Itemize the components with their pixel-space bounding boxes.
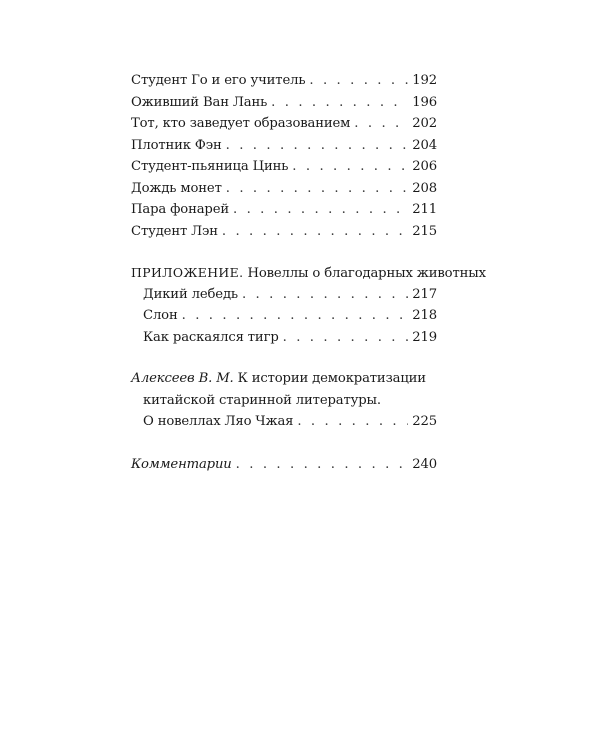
toc-entry (131, 305, 437, 327)
toc-entry-page: 211 (412, 202, 437, 217)
toc-entry-page: 204 (412, 137, 437, 153)
toc-entry-page: 206 (412, 159, 437, 174)
toc-entry (131, 284, 437, 306)
appendix-title: Новеллы о благодарных животных (243, 266, 486, 281)
toc-entry (131, 70, 437, 92)
toc-entry (131, 411, 437, 433)
toc-entry-title: Дикий лебедь (143, 286, 238, 302)
appendix-label: ПРИЛОЖЕНИЕ. (131, 265, 244, 280)
toc-entry-page: 240 (412, 456, 437, 472)
toc-entry (131, 156, 437, 178)
section-spacer (131, 433, 437, 454)
toc-entry (131, 135, 437, 157)
table-of-contents (131, 70, 486, 475)
toc-entry-title: Как раскаялся тигр (143, 329, 279, 345)
toc-entry-title: Студент Лэн (131, 223, 218, 239)
essay-title-line1: К истории демократизации (233, 371, 426, 386)
toc-entry (131, 199, 437, 221)
toc-entry-title: Оживший Ван Лань (131, 94, 268, 110)
leader-dots (309, 70, 408, 92)
leader-dots (297, 411, 408, 433)
toc-entry-page: 215 (412, 223, 437, 239)
toc-entry-title: Пара фонарей (131, 202, 230, 217)
leader-dots (226, 178, 409, 200)
toc-entry (131, 327, 437, 349)
leader-dots (242, 284, 408, 306)
leader-dots (236, 454, 409, 476)
toc-entry (131, 178, 437, 200)
toc-entry (131, 92, 437, 114)
section-spacer (131, 242, 437, 262)
toc-entry (131, 454, 437, 476)
toc-entry-page: 218 (412, 308, 437, 323)
leader-dots (292, 156, 408, 178)
toc-entry-title: Слон (143, 308, 178, 323)
toc-entry-page: 225 (412, 414, 437, 429)
leader-dots (226, 135, 409, 157)
leader-dots (233, 199, 408, 221)
toc-entry-page: 219 (412, 329, 437, 345)
toc-entry-title: Плотник Фэн (131, 137, 222, 153)
toc-entry-page: 192 (412, 73, 437, 88)
leader-dots (283, 327, 409, 349)
leader-dots (271, 92, 408, 114)
essay-author: Алексеев В. М. (131, 371, 234, 386)
toc-entry (131, 221, 437, 243)
section-spacer (131, 348, 437, 368)
toc-entry-page: 196 (412, 94, 437, 110)
leader-dots (182, 305, 409, 327)
essay-heading (131, 368, 437, 390)
toc-entry-title: Тот, кто заведует образованием (131, 116, 351, 131)
toc-entry-page: 208 (412, 180, 437, 196)
essay-title-line2: китайской старинной литературы. (143, 392, 381, 408)
toc-entry-title: Студент Го и его учитель (131, 73, 306, 88)
leader-dots (354, 113, 408, 135)
leader-dots (222, 221, 408, 243)
appendix-heading (131, 262, 486, 284)
toc-entry-title: Дождь монет (131, 180, 222, 196)
toc-entry-title: О новеллах Ляо Чжая (143, 414, 294, 429)
toc-entry-title: Комментарии (131, 456, 232, 472)
toc-entry-page: 202 (412, 116, 437, 131)
toc-entry-title: Студент-пьяница Цинь (131, 159, 289, 174)
toc-entry (131, 113, 437, 135)
toc-entry-page: 217 (412, 286, 437, 302)
